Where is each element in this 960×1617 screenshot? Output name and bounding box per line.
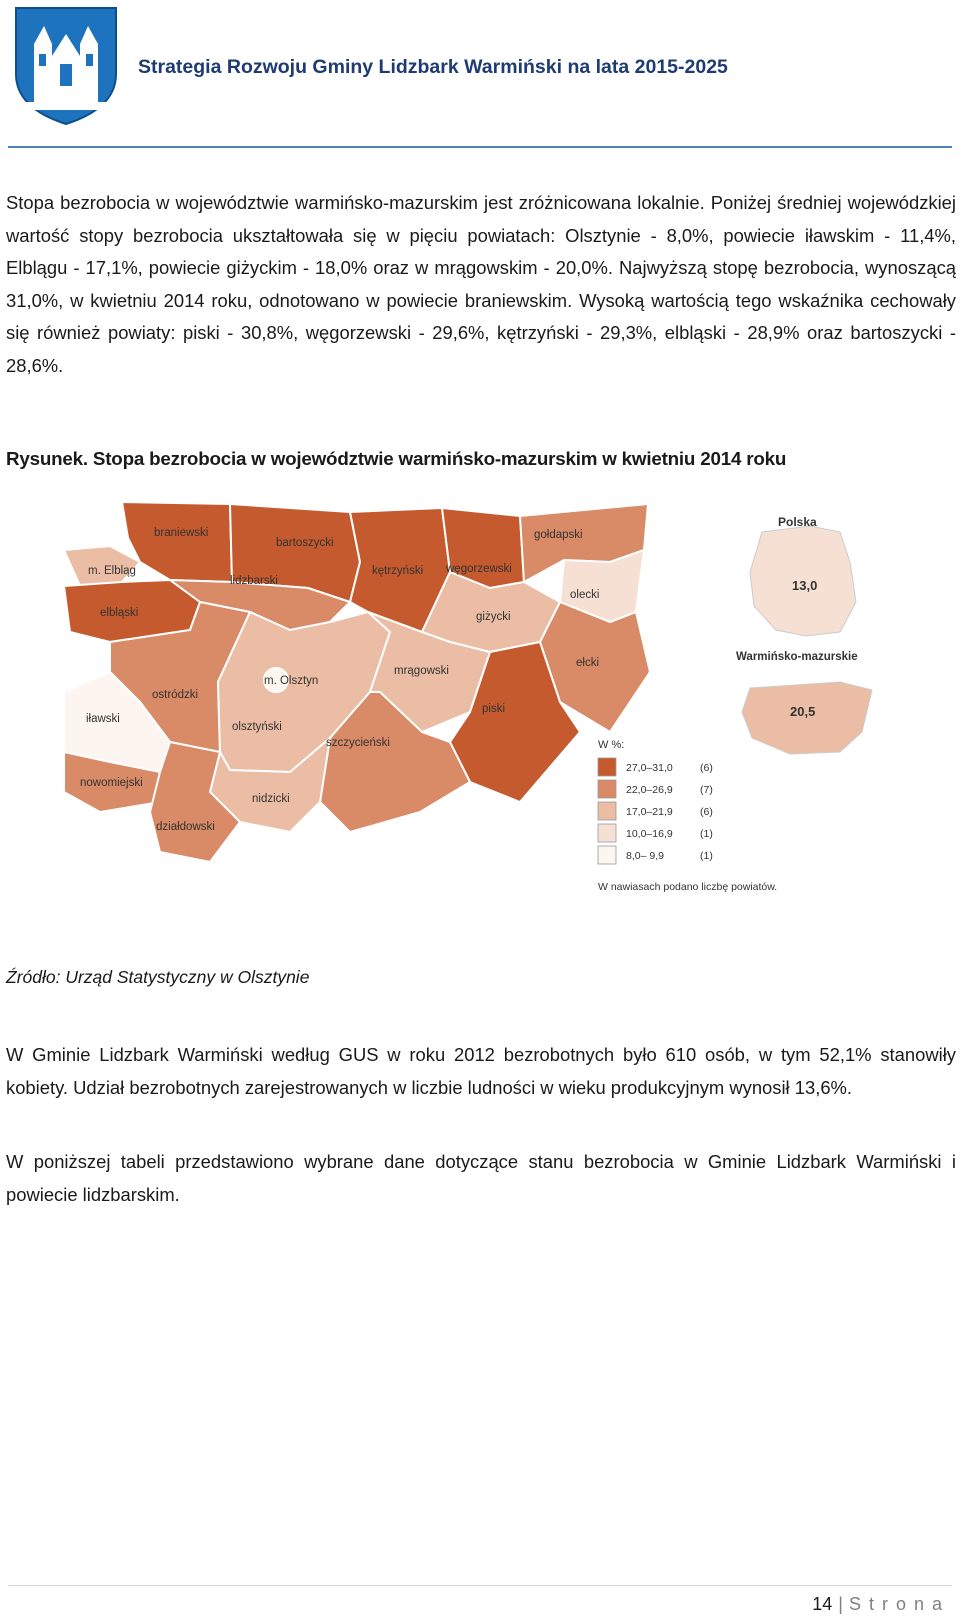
legend-count: (6): [700, 762, 713, 774]
legend-count: (6): [700, 806, 713, 818]
label-pisski: piski: [482, 703, 506, 715]
figure-caption: Rysunek. Stopa bezrobocia w województwie warmińsko-mazurskim w kwietniu 2014 roku: [6, 448, 787, 469]
paragraph-unemployment-intro: Stopa bezrobocia w województwie warmińsko-mazurskim jest zróżnicowana lokalnie. Poniżej średniej wojewódzkiej wartość stopy bezrobocia ukształtowała się w pięciu powiatach: Olsztynie - 8,0%, powiecie iławskim - 11,4%, Elblągu - 17,1%, powiecie giżyckim - 18,0% oraz w mrągowskim - 20,0%. Najwyższą stopę bezrobocia, wynoszącą 31,0%, w kwietniu 2014 roku, odnotowano w powiecie braniewskim. Wysoką wartością tego wskaźnika cechowały się również powiaty: piski - 30,8%, węgorzewski - 29,6%, kętrzyński - 29,3%, elbląski - 28,9% oraz bartoszycki - 28,6%.: [6, 192, 956, 376]
label-szczycienski: szczycieński: [326, 737, 390, 749]
label-elcki: ełcki: [576, 657, 600, 669]
label-ostrodzki: ostródzki: [152, 689, 199, 701]
inset-poland-value: 13,0: [792, 578, 818, 593]
legend-swatch: [598, 780, 616, 798]
unemployment-map: [50, 502, 920, 922]
label-dzialdowski: działdowski: [156, 821, 215, 833]
label-goldapski: gołdapski: [534, 529, 583, 541]
legend-count: (7): [700, 784, 713, 796]
page-word: Strona: [848, 1594, 950, 1614]
page-number: 14: [812, 1594, 833, 1614]
label-olecki: olecki: [570, 589, 600, 601]
legend-range: 10,0–16,9: [626, 828, 673, 840]
label-olsztynski: olsztyński: [232, 721, 282, 733]
legend-note: W nawiasach podano liczbę powiatów.: [598, 881, 778, 893]
legend-range: 17,0–21,9: [626, 806, 673, 818]
municipal-crest-icon: [12, 4, 120, 126]
inset-region-label: Warmińsko-mazurskie: [736, 651, 858, 663]
label-elblag: m. Elbląg: [88, 565, 136, 577]
legend-swatch: [598, 846, 616, 864]
label-mragowski: mrągowski: [394, 665, 449, 677]
page-header: [0, 0, 960, 150]
label-lidzbarski: lidzbarski: [230, 575, 278, 587]
district-braniewski: [122, 502, 232, 582]
paragraph-gmina-unemployment: W Gminie Lidzbark Warmiński według GUS w roku 2012 bezrobotnych było 610 osób, w tym 52,1% stanowiły kobiety. Udział bezrobotnych zarejestrowanych w liczbie ludności w wieku produkcyjnym wynosił 13,6%.: [6, 1044, 956, 1098]
legend-range: 22,0–26,9: [626, 784, 673, 796]
label-ketrzynski: kętrzyński: [372, 565, 424, 577]
document-title: Strategia Rozwoju Gminy Lidzbark Warmiński na lata 2015-2025: [138, 56, 728, 78]
label-gizycki: giżycki: [476, 611, 511, 623]
legend-range: 27,0–31,0: [626, 762, 673, 774]
legend-range: 8,0– 9,9: [626, 850, 664, 862]
label-braniewski: braniewski: [154, 527, 209, 539]
legend-count: (1): [700, 850, 713, 862]
page-footer: [812, 1594, 950, 1615]
inset-poland-label: Polska: [778, 515, 817, 529]
inset-region-value: 20,5: [790, 704, 816, 719]
label-wegorzewski: węgorzewski: [446, 563, 512, 575]
footer-divider: [8, 1585, 952, 1586]
legend-title: W %:: [598, 739, 625, 751]
footer-separator: |: [838, 1594, 843, 1614]
label-ilawski: iławski: [86, 713, 120, 725]
legend-swatch: [598, 758, 616, 776]
label-nidzicki: nidzicki: [252, 793, 290, 805]
label-nowomiejski: nowomiejski: [80, 777, 143, 789]
header-divider: [8, 146, 952, 148]
map-legend: [598, 758, 713, 864]
label-olsztyn: m. Olsztyn: [264, 675, 319, 687]
label-elblaski: elbląski: [100, 607, 139, 619]
legend-swatch: [598, 824, 616, 842]
paragraph-table-intro: W poniższej tabeli przedstawiono wybrane dane dotyczące stanu bezrobocia w Gminie Lidzbark Warmiński i powiecie lidzbarskim.: [6, 1151, 956, 1205]
legend-swatch: [598, 802, 616, 820]
label-bartoszycki: bartoszycki: [276, 537, 334, 549]
legend-count: (1): [700, 828, 713, 840]
figure-source: Źródło: Urząd Statystyczny w Olsztynie: [6, 967, 310, 987]
